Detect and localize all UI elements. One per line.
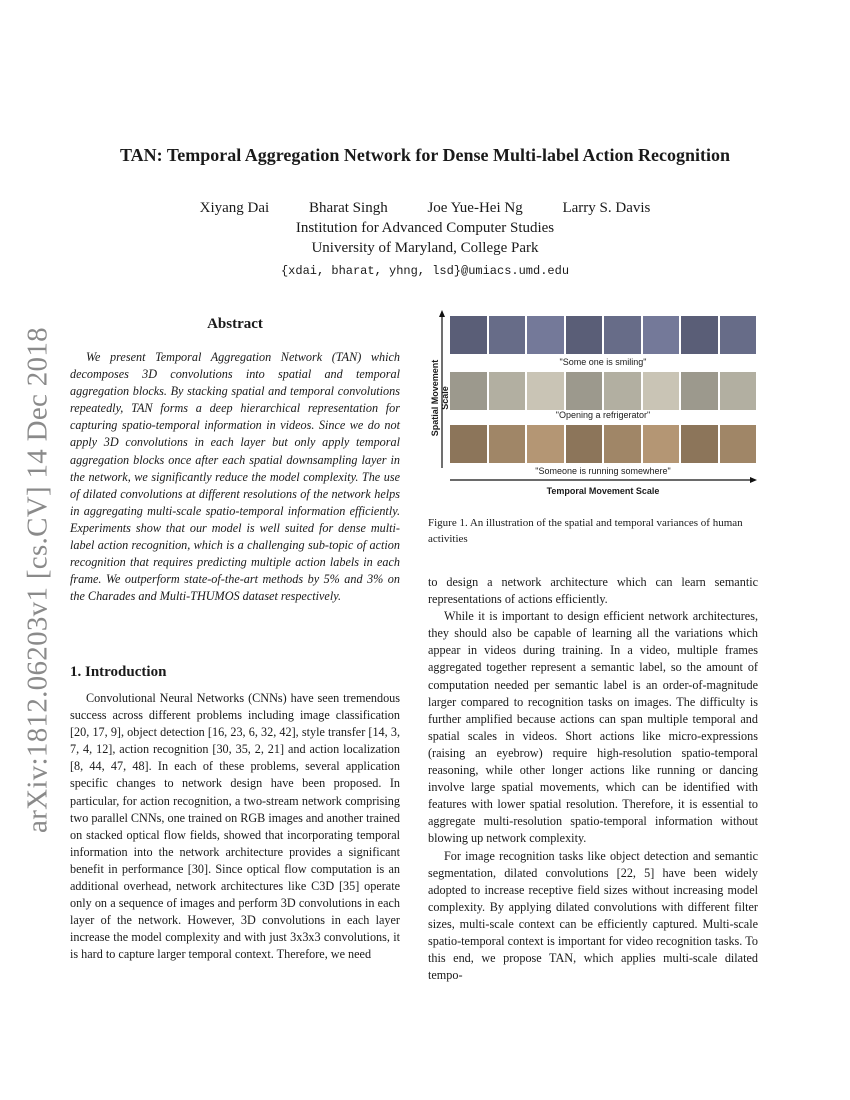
- strip-caption: "Opening a refrigerator": [555, 410, 651, 420]
- video-frame: [681, 372, 718, 410]
- video-frame: [643, 372, 680, 410]
- affiliation-line: Institution for Advanced Computer Studies: [295, 220, 555, 236]
- video-frame: [604, 425, 641, 463]
- strip-caption: "Some one is smiling": [559, 357, 647, 367]
- y-axis-label: Spatial Movement Scale: [430, 359, 450, 437]
- figure-1: [430, 308, 760, 498]
- video-frame: [450, 316, 487, 354]
- video-frame: [681, 316, 718, 354]
- paragraph: Convolutional Neural Networks (CNNs) have seen tremendous success across different problems including image classification [20, 17, 9], object detection [16, 23, 6, 32, 42], style transfer [14, 3, 7, 4, 12], action recognition [30, 35, 2, 21] and action localization [8, 44, 47, 48]. In each of these problems, several application specific changes to network design have been proposed. In particular, for action recognition, a two-stream network comprising two parallel CNNs, one trained on RGB images and another trained on stacked optical flow fields, showed that incorporating temporal information into the network architecture provides a significant benefit in performance [30]. Since optical flow computation is an additional overhead, network architectures like C3D [35] operate only on a sequence of images and perform 3D convolutions in each layer of the network. However, 3D convolutions in each layer increase the model complexity and with just 3x3x3 convolutions, it is hard to capture larger temporal context. Therefore, we need: [70, 691, 400, 962]
- image-strip-smiling: [450, 316, 756, 354]
- video-frame: [720, 372, 757, 410]
- video-frame: [566, 425, 603, 463]
- paper-title: TAN: Temporal Aggregation Network for Dense Multi-label Action Recognition: [120, 145, 730, 165]
- video-frame: [720, 425, 757, 463]
- author-name: Joe Yue-Hei Ng: [427, 200, 523, 216]
- arxiv-stamp-text: arXiv:1812.06203v1 [cs.CV] 14 Dec 2018: [21, 327, 54, 833]
- video-frame: [681, 425, 718, 463]
- video-frame: [527, 316, 564, 354]
- x-axis-label: Temporal Movement Scale: [546, 486, 660, 496]
- video-frame: [450, 425, 487, 463]
- figure-caption: Figure 1. An illustration of the spatial and temporal variances of human activities: [428, 517, 743, 545]
- strip-caption: "Someone is running somewhere": [535, 466, 671, 476]
- video-frame: [489, 316, 526, 354]
- image-strip-running: [450, 425, 756, 463]
- x-axis-arrowhead: [750, 477, 757, 483]
- affiliation-line: University of Maryland, College Park: [311, 240, 539, 256]
- right-column-body: [428, 574, 758, 984]
- introduction-body: [70, 690, 400, 964]
- abstract-body: We present Temporal Aggregation Network (TAN) which decomposes 3D convolutions into spatial and temporal aggregation blocks. By stacking spatial and temporal convolutions repeatedly, TAN forms a deep hierarchical representation for capturing spatio-temporal information in videos. Since we do not apply 3D convolutions in each layer but only apply temporal aggregation blocks once after each spatial downsampling layer in the network, we significantly reduce the model complexity. The use of dilated convolutions at different resolutions of the network helps in aggregating multi-scale spatio-temporal information efficiently. Experiments show that our model is well suited for dense multi-label action recognition, which is a challenging sub-topic of action recognition that requires predicting multiple action labels in each frame. We outperform state-of-the-art methods by 5% and 3% on the Charades and Multi-THUMOS dataset respectively.: [70, 350, 400, 604]
- author-list: [0, 200, 850, 217]
- video-frame: [527, 425, 564, 463]
- video-frame: [604, 372, 641, 410]
- video-frame: [489, 425, 526, 463]
- video-frame: [527, 372, 564, 410]
- video-frame: [720, 316, 757, 354]
- abstract-heading: Abstract: [207, 316, 263, 332]
- paragraph: For image recognition tasks like object detection and semantic segmentation, dilated convolutions [22, 5] have been widely adopted to increase receptive field sizes without increasing model complexity. By applying dilated convolutions with different filter sizes, multi-scale context can be efficiently captured. Multi-scale spatio-temporal context is important for video recognition tasks. To this end, we propose TAN, which applies multi-scale dilated tempo-: [428, 848, 758, 983]
- author-name: Bharat Singh: [308, 200, 388, 216]
- video-frame: [566, 316, 603, 354]
- video-frame: [450, 372, 487, 410]
- paragraph: to design a network architecture which can learn semantic representations of actions efficiently.: [428, 575, 758, 607]
- video-frame: [489, 372, 526, 410]
- section-heading-introduction: 1. Introduction: [70, 664, 167, 680]
- video-frame: [566, 372, 603, 410]
- author-email: {xdai, bharat, yhng, lsd}@umiacs.umd.edu: [280, 264, 570, 278]
- video-frame: [604, 316, 641, 354]
- video-frame: [643, 316, 680, 354]
- author-name: Larry S. Davis: [562, 200, 651, 216]
- image-strip-refrigerator: [450, 372, 756, 410]
- author-name: Xiyang Dai: [199, 200, 270, 216]
- paragraph: While it is important to design efficient network architectures, they should also be capable of learning all the variations which appear in videos during training. In a video, multiple frames aggregated together represent a semantic label, so the amount of computation needed per semantic label is an order-of-magnitude larger compared to recognition tasks on images. The difficulty is further amplified because actions can span multiple temporal and spatial scales in videos. Short actions like micro-expressions (raising an eyebrow) require high-resolution spatio-temporal reasoning, while other longer actions like running or dancing involve large spatial movements, which can be identified with features with lower spatial resolution. Therefore, it is essential to aggregate multi-resolution spatio-temporal information without blowing up network complexity.: [428, 609, 758, 846]
- video-frame: [643, 425, 680, 463]
- y-axis-arrowhead: [439, 310, 445, 317]
